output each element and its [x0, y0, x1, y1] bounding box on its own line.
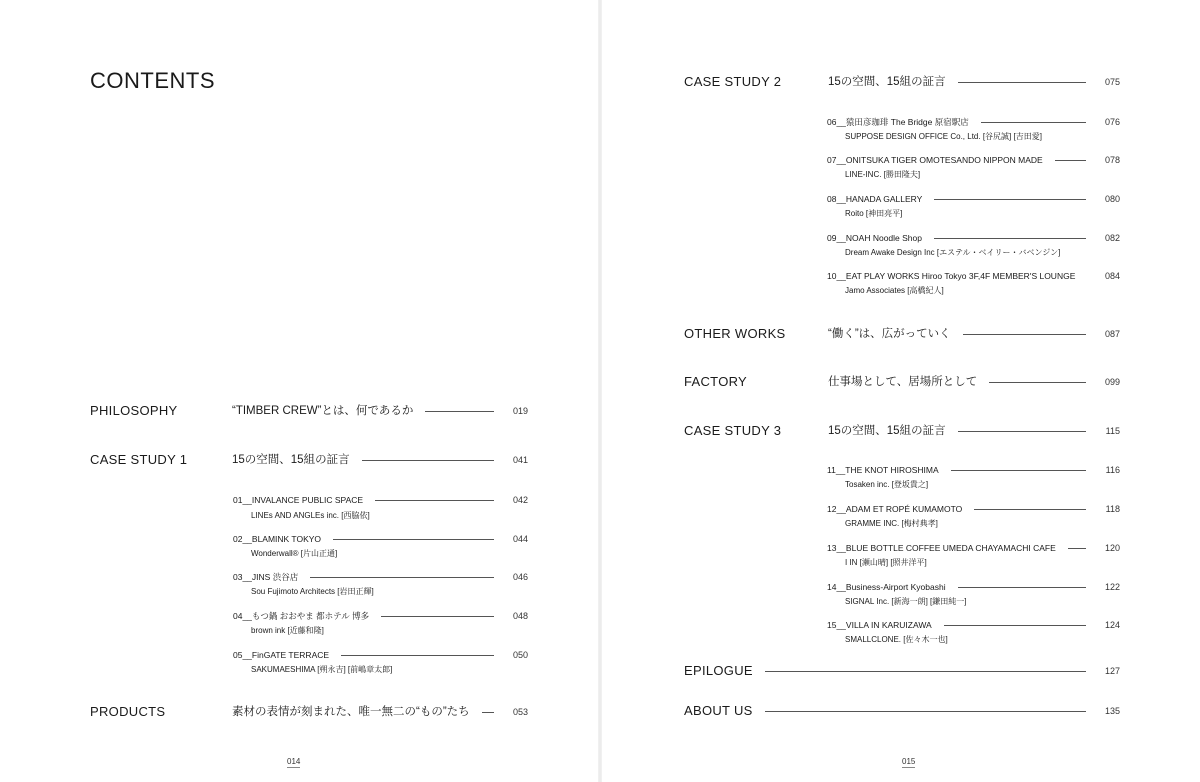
page-number: 042 [512, 495, 528, 505]
page-number: 080 [1104, 194, 1120, 204]
item-title: 01__INVALANCE PUBLIC SPACE [233, 495, 364, 505]
leader-line [951, 470, 1086, 471]
folio-left: 014 [287, 757, 301, 766]
section-label: CASE STUDY 1 [90, 452, 188, 467]
toc-item-03[interactable] [233, 567, 528, 587]
leader-line [341, 655, 494, 656]
item-title: 15__VILLA IN KARUIZAWA [827, 620, 932, 630]
section-label: OTHER WORKS [684, 326, 786, 341]
leader-line [310, 577, 494, 578]
leader-line [1068, 548, 1086, 549]
item-title: 02__BLAMINK TOKYO [233, 534, 322, 544]
item-credit: SMALLCLONE. [佐々木一也] [845, 635, 948, 644]
toc-item-08[interactable] [827, 189, 1120, 209]
toc-section-other-works[interactable] [684, 324, 1120, 344]
item-credit: SIGNAL Inc. [新海一朗] [鎌田純一] [845, 597, 967, 606]
page-number: 084 [1104, 271, 1120, 281]
item-credit: Jamo Associates [高橋紀人] [845, 286, 944, 295]
item-credit: SAKUMAESHIMA [朔永吉] [前嶋章太郎] [251, 665, 393, 674]
section-title: 15の空間、15組の証言 [232, 454, 350, 466]
item-title: 09__NOAH Noodle Shop [827, 233, 922, 243]
toc-item-01[interactable] [233, 490, 528, 510]
item-title: 11__THE KNOT HIROSHIMA [827, 465, 939, 475]
page-number: 078 [1104, 155, 1120, 165]
section-title: “TIMBER CREW”とは、何であるか [232, 405, 414, 417]
leader-line [362, 460, 494, 461]
page-number: 118 [1105, 504, 1120, 514]
page-number: 044 [512, 534, 528, 544]
item-credit: Sou Fujimoto Architects [岩田正輝] [251, 587, 374, 596]
page-number: 127 [1104, 666, 1120, 676]
leader-line [333, 539, 494, 540]
page-number: 041 [512, 455, 528, 465]
section-label: ABOUT US [684, 703, 753, 718]
right-page [600, 0, 1200, 782]
section-title: “働く”は、広がっていく [828, 328, 951, 340]
leader-line [958, 82, 1086, 83]
page-number: 099 [1104, 377, 1120, 387]
item-credit: I IN [瀬山晴] [照井洋平] [845, 558, 927, 567]
folio-right: 015 [902, 757, 916, 766]
leader-line [381, 616, 494, 617]
item-title: 03__JINS 渋谷店 [233, 572, 299, 582]
toc-section-about-us[interactable] [684, 701, 1120, 721]
item-title: 04__もつ鍋 おおやま 都ホテル 博多 [233, 611, 370, 621]
page-number: 087 [1104, 329, 1120, 339]
section-label: FACTORY [684, 374, 748, 389]
item-title: 08__HANADA GALLERY [827, 194, 923, 204]
item-credit: Roito [神田亮平] [845, 209, 903, 218]
toc-section-products[interactable] [90, 702, 528, 722]
page-number: 124 [1104, 620, 1120, 630]
item-title: 05__FinGATE TERRACE [233, 650, 330, 660]
toc-section-epilogue[interactable] [684, 661, 1120, 681]
toc-item-06[interactable] [827, 112, 1120, 132]
item-title: 10__EAT PLAY WORKS Hiroo Tokyo 3F,4F MEMBER'S LOUNGE [827, 271, 1076, 281]
page-number: 116 [1105, 465, 1120, 475]
leader-line [934, 238, 1086, 239]
leader-line [765, 671, 1086, 672]
leader-line [974, 509, 1086, 510]
page-number: 019 [512, 406, 528, 416]
toc-item-10[interactable] [827, 266, 1120, 286]
section-label: EPILOGUE [684, 663, 753, 678]
toc-section-case-study-3[interactable] [684, 421, 1120, 441]
toc-section-case-study-2[interactable] [684, 72, 1120, 92]
contents-title: CONTENTS [90, 68, 215, 93]
page-number: 076 [1104, 117, 1120, 127]
page-number: 050 [512, 650, 528, 660]
toc-item-09[interactable] [827, 228, 1120, 248]
toc-item-07[interactable] [827, 150, 1120, 170]
leader-line [963, 334, 1086, 335]
item-title: 13__BLUE BOTTLE COFFEE UMEDA CHAYAMACHI CAFE [827, 543, 1056, 553]
toc-item-04[interactable] [233, 606, 528, 626]
page-number: 082 [1104, 233, 1120, 243]
item-credit: Wonderwall® [片山正通] [251, 549, 338, 558]
section-title: 15の空間、15組の証言 [828, 425, 946, 437]
leader-line [989, 382, 1086, 383]
toc-item-15[interactable] [827, 615, 1120, 635]
page-number: 048 [512, 611, 528, 621]
section-label: CASE STUDY 2 [684, 74, 782, 89]
page-number: 120 [1104, 543, 1120, 553]
item-title: 12__ADAM ET ROPÉ KUMAMOTO [827, 504, 963, 514]
toc-item-12[interactable] [827, 499, 1120, 519]
item-credit: SUPPOSE DESIGN OFFICE Co., Ltd. [谷尻誠] [吉田愛] [845, 132, 1042, 141]
leader-line [482, 712, 494, 713]
page-number: 046 [512, 572, 528, 582]
page-number: 053 [512, 707, 528, 717]
toc-section-case-study-1[interactable] [90, 450, 528, 470]
toc-item-14[interactable] [827, 577, 1120, 597]
toc-section-philosophy[interactable] [90, 401, 528, 421]
section-title: 素材の表情が刻まれた、唯一無二の“もの”たち [232, 706, 470, 718]
leader-line [981, 122, 1086, 123]
section-label: PRODUCTS [90, 704, 166, 719]
leader-line [944, 625, 1086, 626]
toc-section-factory[interactable] [684, 372, 1120, 392]
toc-item-05[interactable] [233, 645, 528, 665]
leader-line [958, 587, 1086, 588]
leader-line [765, 711, 1086, 712]
item-credit: Tosaken inc. [登坂貴之] [845, 480, 929, 489]
leader-line [425, 411, 494, 412]
item-credit: brown ink [近藤和隆] [251, 626, 324, 635]
item-title: 14__Business-Airport Kyobashi [827, 582, 946, 592]
section-title: 仕事場として、居場所として [828, 376, 978, 388]
section-title: 15の空間、15組の証言 [828, 76, 946, 88]
item-title: 07__ONITSUKA TIGER OMOTESANDO NIPPON MADE [827, 155, 1043, 165]
item-credit: LINEs AND ANGLEs inc. [西脇依] [251, 511, 370, 520]
leader-line [958, 431, 1086, 432]
page-number: 135 [1104, 706, 1120, 716]
leader-line [375, 500, 494, 501]
item-title: 06__猿田彦珈琲 The Bridge 原宿駅店 [827, 117, 969, 127]
toc-item-13[interactable] [827, 538, 1120, 558]
section-label: CASE STUDY 3 [684, 423, 782, 438]
page-number: 115 [1105, 426, 1120, 436]
toc-item-02[interactable] [233, 529, 528, 549]
item-credit: LINE-INC. [勝田隆夫] [845, 170, 921, 179]
page-number: 075 [1104, 77, 1120, 87]
item-credit: GRAMME INC. [梅村典孝] [845, 519, 938, 528]
section-label: PHILOSOPHY [90, 403, 178, 418]
leader-line [1055, 160, 1086, 161]
leader-line [934, 199, 1086, 200]
toc-item-11[interactable] [827, 460, 1120, 480]
item-credit: Dream Awake Design Inc [エステル・ベイリー・バベンジン] [845, 248, 1061, 257]
page-number: 122 [1104, 582, 1120, 592]
